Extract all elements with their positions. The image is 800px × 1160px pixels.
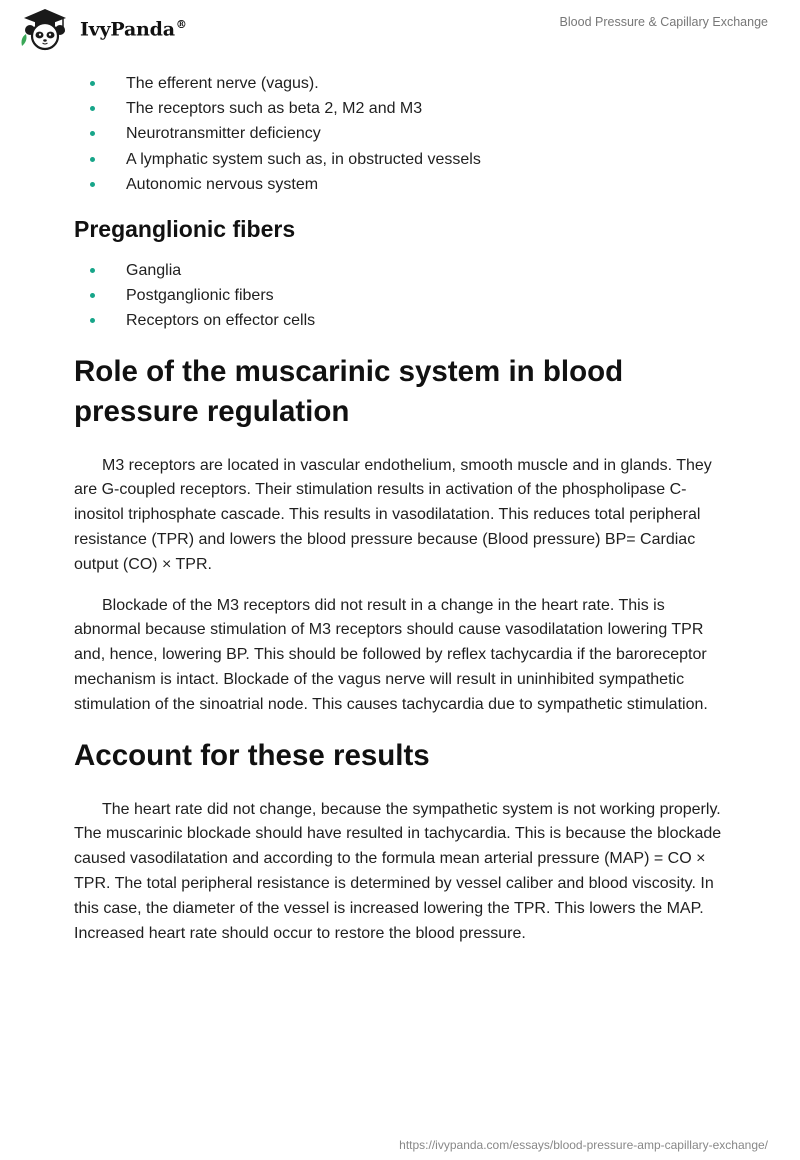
bullet-icon [90,131,95,136]
paragraph: The heart rate did not change, because the sympathetic system is not working properly. The muscarinic blockade should have resulted in tachycardia. This is because the blockade caused vasodilatation and according to the formula mean arterial pressure (MAP) = CO × TPR. The total peripheral resistance is determined by vessel caliber and blood viscosity. In this case, the diameter of the vessel is increased lowering the TPR. This lowers the MAP. Increased heart rate should occur to restore the blood pressure. [74,800,722,942]
bullet-icon [90,293,95,298]
bullet-list-preganglionic [74,258,734,334]
section-heading-results: Account for these results [74,738,430,772]
list-item: The receptors such as beta 2, M2 and M3 [74,96,734,121]
paragraph: Blockade of the M3 receptors did not result in a change in the heart rate. This is abnormal because stimulation of M3 receptors should cause vasodilatation lowering TPR and, hence, lowering BP. This should be followed by reflex tachycardia if the baroreceptor mechanism is intact. Blockade of the vagus nerve will result in uninhibited sympathetic stimulation of the sinoatrial node. This causes tachycardia due to sympathetic stimulation. [74,596,708,713]
document-title: Blood Pressure & Capillary Exchange [559,15,768,29]
list-item: Receptors on effector cells [74,308,734,333]
list-item: Postganglionic fibers [74,283,734,308]
article-body [74,71,734,962]
panda-graduate-icon [16,6,74,52]
list-item: The efferent nerve (vagus). [74,71,734,96]
list-item: Autonomic nervous system [74,172,734,197]
bullet-icon [90,81,95,86]
source-url[interactable]: https://ivypanda.com/essays/blood-pressure-amp-capillary-exchange/ [399,1138,768,1152]
bullet-icon [90,318,95,323]
bullet-icon [90,182,95,187]
list-item: A lymphatic system such as, in obstructed vessels [74,147,734,172]
bullet-icon [90,157,95,162]
paragraph: M3 receptors are located in vascular endothelium, smooth muscle and in glands. They are G-coupled receptors. Their stimulation results in activation of the phospholipase C-inositol triphosphate cascade. This results in vasodilatation. This reduces total peripheral resistance (TPR) and lowers the blood pressure because (Blood pressure) BP= Cardiac output (CO) × TPR. [74,456,712,573]
list-item: Ganglia [74,258,734,283]
section-heading-preganglionic: Preganglionic fibers [74,216,296,243]
bullet-icon [90,268,95,273]
logo-wordmark: IvyPanda® [80,17,187,41]
section-heading-muscarinic: Role of the muscarinic system in blood pressure regulation [74,354,624,428]
bullet-icon [90,106,95,111]
list-item: Neurotransmitter deficiency [74,121,734,146]
bullet-list-causes [74,71,734,197]
page-header [0,0,800,60]
ivypanda-logo[interactable] [16,6,187,52]
